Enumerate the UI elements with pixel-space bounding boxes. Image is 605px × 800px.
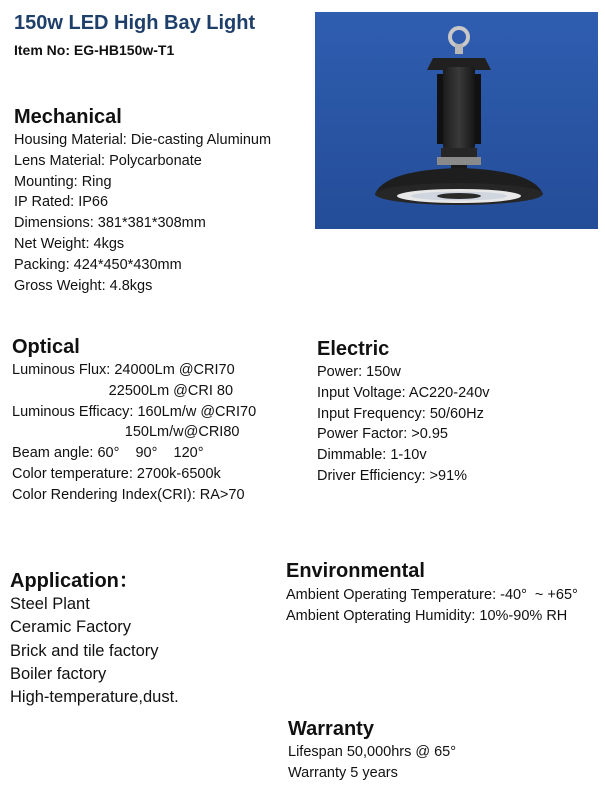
spec-line: Warranty 5 years xyxy=(288,764,398,781)
spec-line: Gross Weight: 4.8kgs xyxy=(14,277,153,294)
list-item: Ceramic Factory xyxy=(10,618,132,637)
optical-section xyxy=(12,336,256,506)
electric-section xyxy=(317,338,490,487)
spec-line: Ambient Operating Temperature: -40° ~ +65° xyxy=(286,587,578,603)
spec-line: Lens Material: Polycarbonate xyxy=(14,152,202,169)
environmental-heading: Environmental xyxy=(286,560,425,582)
led-high-bay-light-icon xyxy=(315,12,598,229)
product-title: 150w LED High Bay Light xyxy=(14,12,256,34)
spec-line: Driver Efficiency: >91% xyxy=(317,467,468,484)
warranty-section xyxy=(288,718,456,784)
spec-line: Color temperature: 2700k-6500k xyxy=(12,465,221,482)
electric-heading: Electric xyxy=(317,338,390,360)
application-heading: Application： xyxy=(10,570,139,592)
spec-line: IP Rated: IP66 xyxy=(14,194,109,211)
spec-line: Luminous Efficacy: 160Lm/w @CRI70 xyxy=(12,403,257,420)
list-item: Steel Plant xyxy=(10,595,90,613)
spec-line: Input Frequency: 50/60Hz xyxy=(317,405,484,422)
spec-line: Power: 150w xyxy=(317,364,401,380)
mechanical-heading: Mechanical xyxy=(14,106,122,128)
application-section xyxy=(10,564,179,709)
spec-line: 150Lm/w@CRI80 xyxy=(12,424,240,441)
list-item: Brick and tile factory xyxy=(10,641,159,660)
spec-line: 22500Lm @CRI 80 xyxy=(12,382,234,399)
warranty-heading: Warranty xyxy=(288,718,374,740)
item-number: Item No: EG-HB150w-T1 xyxy=(14,42,175,58)
list-item: High-temperature,dust. xyxy=(10,688,179,707)
product-photo xyxy=(315,12,598,229)
spec-line: Ambient Opterating Humidity: 10%-90% RH xyxy=(286,607,568,624)
spec-line: Input Voltage: AC220-240v xyxy=(317,384,490,401)
spec-line: Dimmable: 1-10v xyxy=(317,447,427,464)
spec-line: Dimensions: 381*381*308mm xyxy=(14,215,206,232)
spec-line: Lifespan 50,000hrs @ 65° xyxy=(288,744,457,760)
environmental-section xyxy=(286,560,578,627)
mechanical-section xyxy=(14,106,271,296)
optical-heading: Optical xyxy=(12,336,80,358)
spec-line: Beam angle: 60° 90° 120° xyxy=(12,445,204,462)
spec-line: Luminous Flux: 24000Lm @CRI70 xyxy=(12,362,235,378)
spec-line: Net Weight: 4kgs xyxy=(14,235,125,252)
list-item: Boiler factory xyxy=(10,664,107,683)
spec-line: Housing Material: Die-casting Aluminum xyxy=(14,132,272,148)
spec-line: Packing: 424*450*430mm xyxy=(14,256,182,273)
spec-line: Mounting: Ring xyxy=(14,173,112,190)
spec-line: Power Factor: >0.95 xyxy=(317,426,448,443)
spec-line: Color Rendering Index(CRI): RA>70 xyxy=(12,486,245,503)
